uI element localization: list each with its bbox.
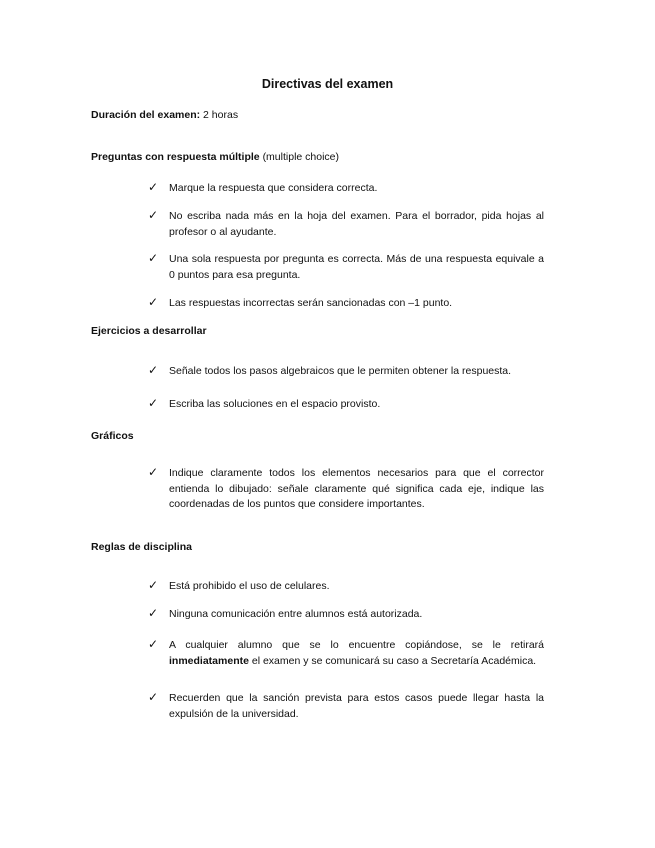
list-item-text: Señale todos los pasos algebraicos que le permiten obtener la respuesta. (169, 365, 512, 377)
list-item-text: Las respuestas incorrectas serán sancionadas con –1 punto. (169, 297, 453, 309)
checkmark-icon: ✓ (148, 208, 159, 222)
section-heading-graphs (91, 430, 134, 442)
list-item (148, 397, 544, 413)
list-item-text-start: A cualquier alumno que se lo encuentre copiándose, se le retirará (169, 639, 544, 651)
checkmark-icon: ✓ (148, 396, 159, 410)
list-item-text: Recuerden que la sanción prevista para estos casos puede llegar hasta la expulsión de la universidad. (169, 692, 544, 720)
checkmark-icon: ✓ (148, 465, 159, 479)
list-item (148, 691, 544, 722)
list-item (148, 364, 544, 380)
list-item-text: No escriba nada más en la hoja del examen. Para el borrador, pida hojas al profesor o al ayudante. (169, 210, 544, 238)
list-item-text: Indique claramente todos los elementos necesarios para que el corrector entienda lo dibujado: señale claramente qué significa cada eje, indique las coordenadas de los puntos que considere importantes. (169, 467, 544, 510)
list-item-text (169, 638, 544, 669)
section-heading-text: Preguntas con respuesta múltiple (91, 151, 260, 163)
list-item (148, 466, 544, 513)
list-item-text: Escriba las soluciones en el espacio provisto. (169, 398, 381, 410)
list-item-text: Una sola respuesta por pregunta es correcta. Más de una respuesta equivale a 0 puntos para esa pregunta. (169, 253, 544, 281)
list-item (148, 181, 544, 197)
section-heading-multiple-choice (91, 151, 339, 163)
list-item (148, 638, 544, 669)
list-item (148, 296, 544, 312)
list-item-text: Marque la respuesta que considera correcta. (169, 182, 378, 194)
section-heading-text: Gráficos (91, 430, 134, 442)
checkmark-icon: ✓ (148, 690, 159, 704)
checkmark-icon: ✓ (148, 637, 159, 651)
list-item-text: Ninguna comunicación entre alumnos está autorizada. (169, 608, 423, 620)
page-title: Directivas del examen (261, 77, 394, 91)
list-item (148, 579, 544, 595)
checkmark-icon: ✓ (148, 606, 159, 620)
section-heading-text: Ejercicios a desarrollar (91, 325, 207, 337)
emphasis-immediately: inmediatamente (169, 654, 249, 667)
section-heading-extra: (multiple choice) (262, 151, 340, 163)
section-heading-exercises (91, 325, 207, 337)
duration-value: 2 horas (203, 109, 239, 121)
exam-duration (91, 109, 238, 121)
section-heading-text: Reglas de disciplina (91, 541, 192, 553)
list-item (148, 209, 544, 240)
list-item-text-end: el examen y se comunicará su caso a Secretaría Académica. (251, 654, 537, 667)
checkmark-icon: ✓ (148, 251, 159, 265)
list-item-text: Está prohibido el uso de celulares. (169, 580, 330, 592)
checkmark-icon: ✓ (148, 180, 159, 194)
duration-label: Duración del examen: (91, 109, 201, 121)
checkmark-icon: ✓ (148, 578, 159, 592)
section-heading-discipline (91, 541, 192, 553)
list-item (148, 607, 544, 623)
checkmark-icon: ✓ (148, 295, 159, 309)
checkmark-icon: ✓ (148, 363, 159, 377)
list-item (148, 252, 544, 283)
